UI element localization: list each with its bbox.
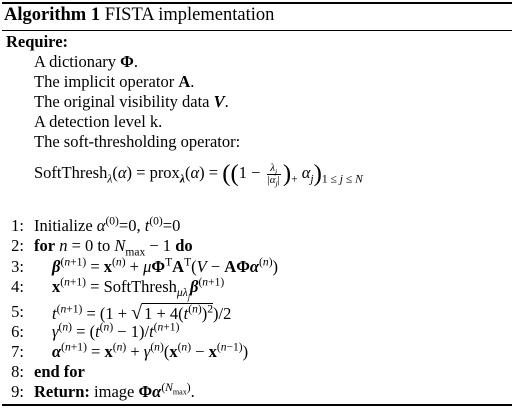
- step-number: 5:: [11, 302, 24, 321]
- step-t-update: $t^{(n+1)} = (1$ + √ $1 + 4(t^{(n)})^2)/2$: [52, 302, 232, 324]
- require-item-level: A detection level k.: [34, 112, 163, 131]
- step-number: 3:: [11, 257, 24, 276]
- require-item-softthresh: The soft-thresholding operator:: [34, 132, 241, 151]
- step-number: 9:: [11, 382, 24, 401]
- step-for-loop: for n = 0 to $N_{max} - 1$ do: [34, 236, 193, 259]
- algorithm-title: FISTA implementation: [104, 5, 275, 25]
- step-number: 6:: [11, 322, 24, 341]
- step-number: 7:: [11, 342, 24, 361]
- lambda-fraction: $\frac{\lambda_j}{|\alpha_j|}$: [267, 161, 280, 188]
- caption-rule: [2, 30, 512, 31]
- step-initialize: Initialize $\alpha^{(0)}=0$, $t^{(0)}=0$: [34, 215, 181, 235]
- step-number: 8:: [11, 362, 24, 381]
- step-number: 1:: [11, 216, 24, 235]
- step-number: 2:: [11, 236, 24, 255]
- algorithm-caption: [4, 5, 274, 26]
- step-x-update: $x^{(n+1)}$ = $SoftThresh_{\mu\lambda_j}\beta^{(n+1)}$: [52, 276, 225, 302]
- softthresh-formula: SoftThresh$_\lambda$(α) = prox$_\lambda$(α) = ((1 − $\frac{\lambda_j}{|\alpha_j|}$ )$_+$ $\alpha_j)_{1 \le j \le N}$: [34, 160, 363, 188]
- algorithm-label: Algorithm 1: [4, 5, 101, 25]
- require-item-operator: The implicit operator A.: [34, 72, 195, 91]
- bottom-rule: [2, 404, 512, 406]
- require-keyword: Require:: [6, 32, 69, 51]
- require-item-dictionary: A dictionary Φ.: [34, 52, 138, 71]
- require-item-data: The original visibility data V.: [34, 92, 229, 111]
- step-number: 4:: [11, 277, 24, 296]
- step-beta-update: $\beta^{(n+1)} = x^{(n)} + \mu\Phi^TA^T(V - A\Phi\alpha^{(n)})$: [52, 256, 279, 276]
- step-end-for: end for: [34, 362, 85, 381]
- step-return: Return: image $\Phi\alpha^{(N_{max})}$.: [34, 381, 195, 401]
- top-rule: [2, 2, 512, 4]
- step-alpha-update: $\alpha^{(n+1)} = x^{(n)} + \gamma^{(n)}(x^{(n)} - x^{(n-1)})$: [52, 341, 249, 361]
- step-gamma-update: $\gamma^{(n)} = (t^{(n)} - 1)/t^{(n+1)}$: [52, 321, 180, 341]
